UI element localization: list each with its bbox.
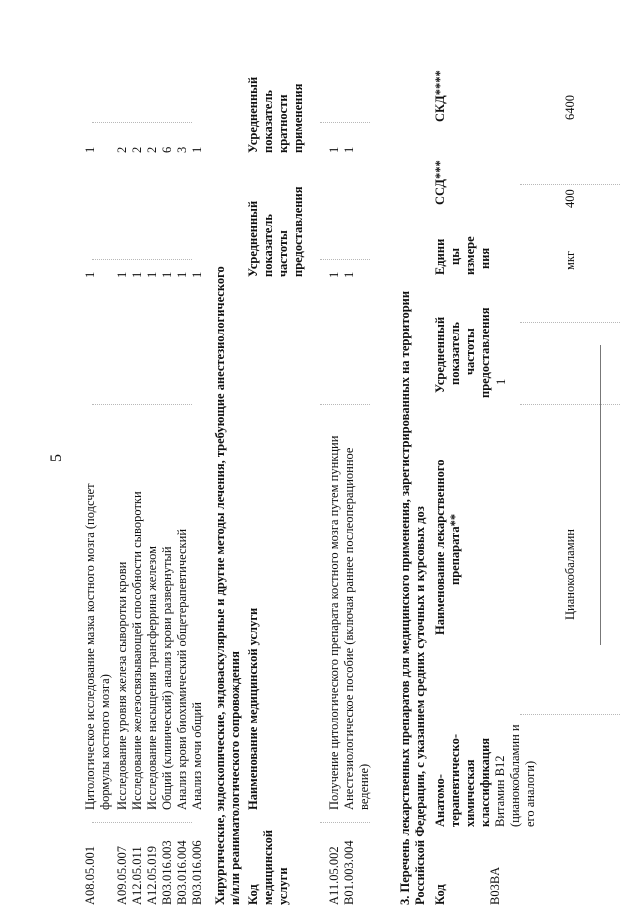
header-code: услуги [276, 867, 290, 905]
service-code: A09.05.007 [115, 845, 129, 905]
table-rule [600, 345, 601, 645]
service-name: Цитологическое исследование мазка костного мозга (подсчет [83, 483, 97, 810]
multiplicity-value: 3 [175, 146, 189, 153]
service-code: B01.003.004 [342, 840, 356, 905]
header-frequency: предоставления [291, 186, 305, 277]
multiplicity-value: 6 [160, 146, 174, 153]
header-code: медицинской [261, 829, 275, 905]
frequency-value: 1 [175, 271, 189, 278]
header-units: цы [448, 248, 462, 265]
header-code: Код [433, 884, 447, 905]
header-drug-name: Наименование лекарственного [433, 459, 447, 635]
service-code: A12.05.011 [130, 846, 144, 905]
section-title-cont: Российской Федерации, с указанием средних суточных и курсовых доз [413, 506, 427, 905]
multiplicity-value: 1 [327, 146, 341, 153]
drug-name: Цианокобаламин [563, 529, 577, 620]
page-number: 5 [48, 454, 65, 462]
service-name: Исследование насыщения трансферрина железом [145, 545, 159, 810]
header-drug-name: препарата** [448, 513, 462, 585]
header-units: ния [478, 247, 492, 269]
frequency-value: 1 [160, 271, 174, 278]
header-frequency: показатель [261, 214, 275, 277]
header-units: Едини [433, 238, 447, 275]
frequency-value: 1 [342, 271, 356, 278]
service-name: Анализ мочи общий [190, 702, 204, 810]
frequency-value: 1 [145, 271, 159, 278]
multiplicity-value: 1 [190, 146, 204, 153]
atc-group-name: Витамин B12 [493, 755, 507, 827]
atc-group-name: его аналоги) [523, 760, 537, 827]
header-frequency: Усредненный [433, 316, 447, 393]
header-units: измере [463, 236, 477, 275]
header-service-name: Наименование медицинской услуги [246, 607, 260, 810]
header-atc: химическая [463, 759, 477, 827]
frequency-value: 1 [130, 271, 144, 278]
service-name-cont: ведение) [357, 763, 371, 810]
multiplicity-value: 1 [83, 146, 97, 153]
header-frequency: Усредненный [246, 200, 260, 277]
multiplicity-value: 1 [342, 146, 356, 153]
frequency-value: 1 [115, 271, 129, 278]
column-rule [92, 404, 192, 405]
ssd-value: 400 [563, 189, 577, 208]
service-name: Общий (клинический) анализ крови развернутый [160, 546, 174, 810]
service-code: A11.05.002 [327, 846, 341, 905]
header-skd: СКД**** [433, 70, 447, 122]
column-rule [320, 822, 370, 823]
service-code: A08.05.001 [83, 845, 97, 905]
column-rule [520, 322, 620, 323]
section-title: Хирургические, эндоскопические, эндоваскулярные и другие методы лечения, требующие анестезиологического [213, 266, 227, 905]
frequency-value: 1 [83, 271, 97, 278]
service-name: Исследование железосвязывающей способности сыворотки [130, 491, 144, 810]
column-rule [520, 714, 620, 715]
service-code: B03.016.006 [190, 840, 204, 905]
header-frequency: показатель [448, 322, 462, 385]
service-name: Анестезиологическое пособие (включая раннее послеоперационное [342, 447, 356, 810]
section-title: 3. Перечень лекарственных препаратов для медицинского применения, зарегистрированных на территории [398, 290, 412, 905]
multiplicity-value: 2 [130, 146, 144, 153]
header-frequency: частоты [276, 230, 290, 277]
column-rule [520, 184, 620, 185]
frequency-value: 1 [494, 378, 508, 385]
header-ssd: ССД*** [433, 160, 447, 205]
frequency-value: 1 [327, 271, 341, 278]
header-atc: Анатомо- [433, 774, 447, 827]
service-name: Исследование уровня железа сыворотки крови [115, 561, 129, 810]
header-atc: терапевтическо- [448, 733, 462, 827]
header-frequency: предоставления [478, 307, 492, 398]
column-rule [92, 122, 192, 123]
atc-group-name: (цианокобаламин и [508, 724, 522, 827]
column-rule [320, 259, 370, 260]
multiplicity-value: 2 [115, 146, 129, 153]
header-multiplicity: применения [291, 83, 305, 153]
header-multiplicity: Усредненный [246, 76, 260, 153]
header-multiplicity: кратности [276, 94, 290, 153]
frequency-value: 1 [190, 271, 204, 278]
section-title-cont: и/или реаниматологического сопровождения [228, 651, 242, 905]
column-rule [92, 822, 192, 823]
unit-value: мкг [563, 250, 577, 270]
atc-code: B03BA [488, 866, 502, 905]
service-code: B03.016.004 [175, 840, 189, 905]
header-multiplicity: показатель [261, 90, 275, 153]
header-frequency: частоты [463, 328, 477, 375]
service-name: Получение цитологического препарата костного мозга путем пункции [327, 435, 341, 810]
service-name: Анализ крови биохимический общетерапевтический [175, 528, 189, 810]
column-rule [520, 404, 620, 405]
column-rule [320, 404, 370, 405]
header-code: Код [246, 884, 260, 905]
skd-value: 6400 [563, 95, 577, 120]
column-rule [92, 259, 192, 260]
service-code: A12.05.019 [145, 845, 159, 905]
header-atc: классификация [478, 737, 492, 827]
service-name-cont: формулы костного мозга) [98, 674, 112, 810]
multiplicity-value: 2 [145, 146, 159, 153]
service-code: B03.016.003 [160, 840, 174, 905]
column-rule [320, 122, 370, 123]
